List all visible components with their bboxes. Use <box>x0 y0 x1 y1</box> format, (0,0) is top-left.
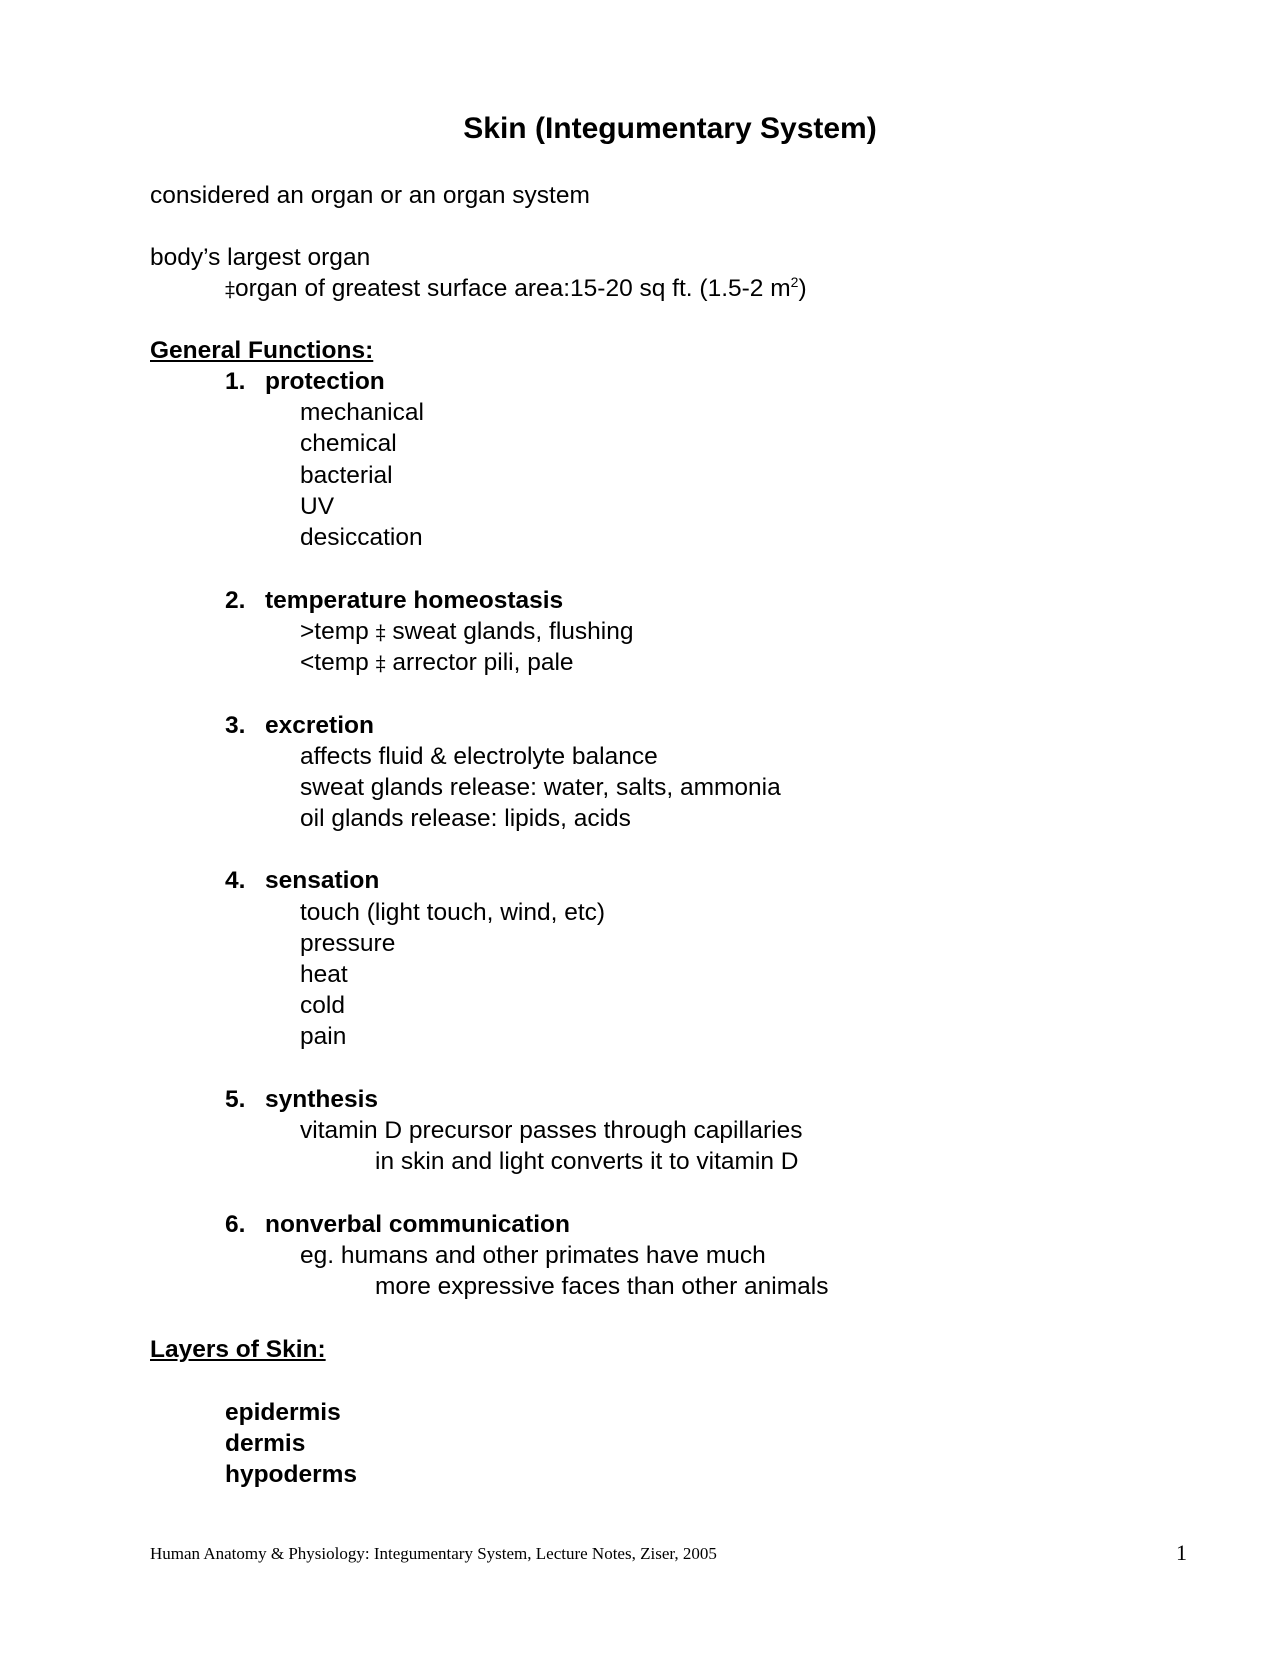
item-number: 1. <box>225 368 246 395</box>
intro-line-2: body’s largest organ <box>150 244 371 271</box>
detail-line <box>300 617 633 647</box>
detail-line: sweat glands release: water, salts, ammonia <box>300 774 781 801</box>
detail-line: in skin and light converts it to vitamin D <box>375 1148 799 1175</box>
detail-line: desiccation <box>300 524 423 551</box>
function-item-synthesis <box>225 1085 378 1115</box>
function-item-temperature <box>225 586 563 616</box>
layers-heading: Layers of Skin: <box>150 1336 326 1363</box>
function-item-sensation <box>225 866 379 896</box>
function-item-nonverbal <box>225 1210 570 1240</box>
item-number: 3. <box>225 712 246 739</box>
surface-area-text: organ of greatest surface area:15-20 sq ft. (1.5-2 m <box>235 275 791 302</box>
general-functions-heading: General Functions: <box>150 337 374 364</box>
detail-line: more expressive faces than other animals <box>375 1273 829 1300</box>
detail-line: cold <box>300 992 345 1019</box>
item-label: synthesis <box>265 1086 379 1113</box>
item-label: sensation <box>265 867 380 894</box>
detail-line <box>300 648 574 678</box>
detail-line: vitamin D precursor passes through capillaries <box>300 1117 803 1144</box>
item-number: 5. <box>225 1086 246 1113</box>
detail-line: affects fluid & electrolyte balance <box>300 743 658 770</box>
item-number: 4. <box>225 867 246 894</box>
layer-item: dermis <box>225 1430 306 1457</box>
detail-line: touch (light touch, wind, etc) <box>300 899 606 926</box>
item-label: nonverbal communication <box>265 1211 570 1238</box>
detail-line: UV <box>300 493 335 520</box>
function-item-excretion <box>225 711 374 741</box>
page-number: 1 <box>1176 1540 1187 1565</box>
temp-low: <temp <box>300 649 369 676</box>
item-number: 2. <box>225 587 246 614</box>
temp-high: >temp <box>300 618 369 645</box>
superscript: 2 <box>790 273 799 290</box>
temp-high-response: sweat glands, flushing <box>392 618 634 645</box>
intro-line-3 <box>225 274 807 304</box>
intro-line-1: considered an organ or an organ system <box>150 182 590 209</box>
detail-line: pain <box>300 1023 347 1050</box>
detail-line: bacterial <box>300 462 393 489</box>
item-label: temperature homeostasis <box>265 587 564 614</box>
item-label: excretion <box>265 712 374 739</box>
function-item-protection <box>225 367 385 397</box>
item-number: 6. <box>225 1211 246 1238</box>
arrow-icon: ‡ <box>375 620 386 644</box>
layer-item: epidermis <box>225 1399 341 1426</box>
item-label: protection <box>265 368 385 395</box>
arrow-icon: ‡ <box>375 651 386 675</box>
detail-line: mechanical <box>300 399 424 426</box>
detail-line: chemical <box>300 430 397 457</box>
arrow-icon: ‡ <box>225 277 235 301</box>
page-footer: Human Anatomy & Physiology: Integumentary System, Lecture Notes, Ziser, 2005 <box>150 1544 717 1563</box>
page-title: Skin (Integumentary System) <box>463 112 877 145</box>
detail-line: oil glands release: lipids, acids <box>300 805 631 832</box>
detail-line: pressure <box>300 930 396 957</box>
detail-line: eg. humans and other primates have much <box>300 1242 766 1269</box>
detail-line: heat <box>300 961 348 988</box>
layer-item: hypoderms <box>225 1461 358 1488</box>
surface-area-end: ) <box>798 275 807 302</box>
temp-low-response: arrector pili, pale <box>392 649 574 676</box>
